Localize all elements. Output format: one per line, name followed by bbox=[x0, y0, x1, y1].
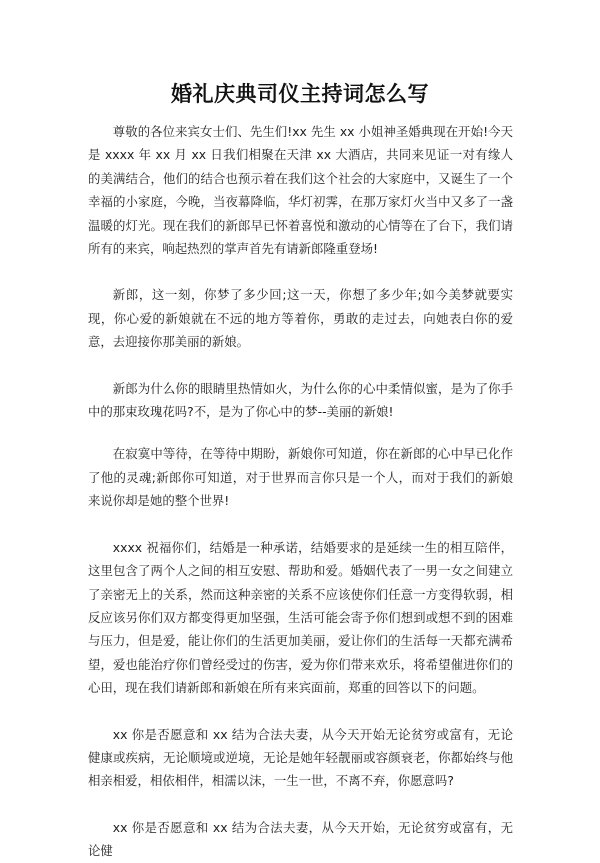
paragraph-groom-moment: 新郎，这一刻，你梦了多少回;这一天，你想了多少年;如今美梦就要实现，你心爱的新娘就在不远的地方等着你，勇敢的走过去，向她表白你的爱意，去迎接你那美丽的新娘。 bbox=[88, 287, 513, 350]
paragraph-vow-question-1: xx 你是否愿意和 xx 结为合法夫妻，从今天开始无论贫穷或富有，无论健康或疾病，无论顺境或逆境，无论是她年轻靓丽或容颜衰老，你都始终与他相亲相爱，相依相伴，相濡以沫，一生一世，不离不弃，你愿意吗? bbox=[88, 726, 513, 789]
paragraph-blessing: xxxx 祝福你们，结婚是一种承诺，结婚要求的是延续一生的相互陪伴，这里包含了两个人之间的相互安慰、帮助和爱。婚姻代表了一男一女之间建立了亲密无上的关系，然而这种亲密的关系不应该使你们任意一方变得软弱，相反应该另你们双方都变得更加坚强，生活可能会寄予你们想到或想不到的困难与压力，但是爱，能让你们的生活更加美丽，爱让你们的生活每一天都充满希望，爱也能治疗你们曾经受过的伤害，爱为你们带来欢乐，将希望催进你们的心田，现在我们请新郎和新娘在所有来宾面前，郑重的回答以下的问题。 bbox=[88, 539, 513, 696]
paragraph-waiting: 在寂寞中等待，在等待中期盼，新娘你可知道，你在新郎的心中早已化作了他的灵魂;新郎你可知道，对于世界而言你只是一个人，而对于我们的新娘来说你却是她的整个世界! bbox=[88, 446, 513, 509]
paragraph-groom-eyes: 新郎为什么你的眼睛里热情如火，为什么你的心中柔情似蜜，是为了你手中的那束玫瑰花吗?不，是为了你心中的梦--美丽的新娘! bbox=[88, 380, 513, 420]
document-body bbox=[88, 120, 513, 863]
document-title: 婚礼庆典司仪主持词怎么写 bbox=[171, 82, 429, 106]
paragraph-opening: 尊敬的各位来宾女士们、先生们!xx 先生 xx 小姐神圣婚典现在开始!今天是 xxxx 年 xx 月 xx 日我们相聚在天津 xx 大酒店，共同来见证一对有缘人的美满结合，他们的结合也预示着在我们这个社会的大家庭中，又诞生了一个幸福的小家庭，今晚，当夜幕降临，华灯初霁，在那万家灯火当中又多了一盏温暖的灯光。现在我们的新郎早已怀着喜悦和激动的心情等在了台下，我们请所有的来宾，响起热烈的掌声首先有请新郎隆重登场! bbox=[88, 124, 513, 257]
paragraph-vow-question-2: xx 你是否愿意和 xx 结为合法夫妻，从今天开始，无论贫穷或富有，无论健 bbox=[88, 819, 513, 859]
